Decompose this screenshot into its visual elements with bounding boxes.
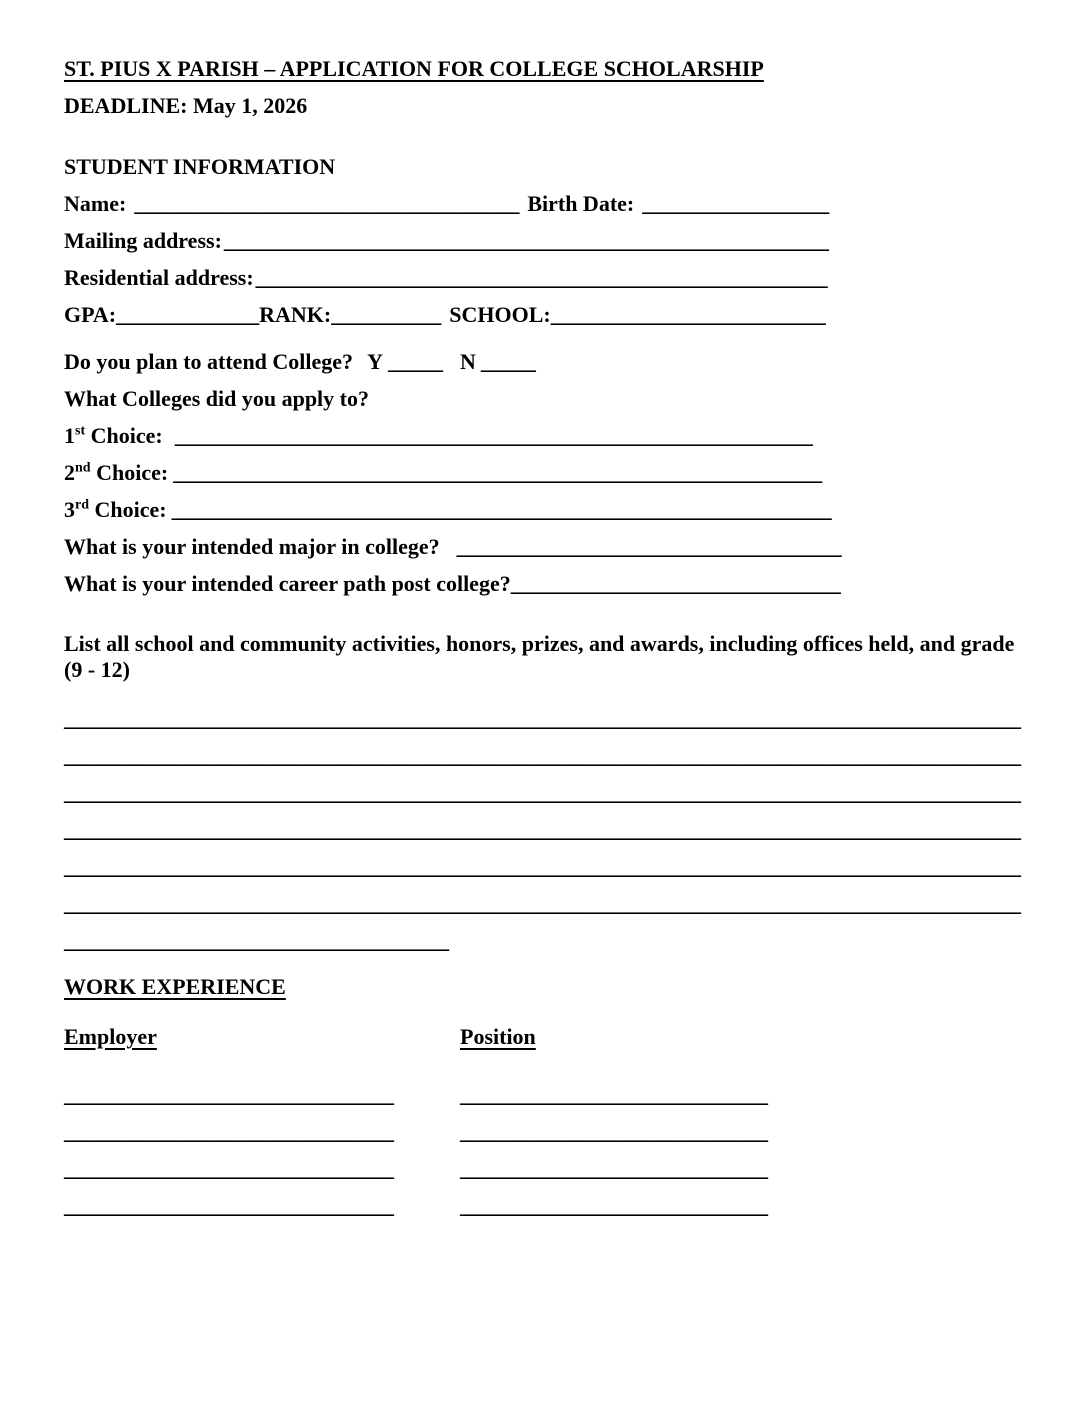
- position-blank-1[interactable]: ____________________________: [460, 1082, 768, 1107]
- attend-college-row: [64, 349, 1024, 375]
- colleges-applied-question: What Colleges did you apply to?: [64, 386, 369, 411]
- third-choice-row: [64, 497, 1024, 523]
- employer-column-header: Employer: [64, 1024, 157, 1049]
- position-blank-4[interactable]: ____________________________: [460, 1193, 768, 1218]
- employer-blank-4[interactable]: ______________________________: [64, 1193, 394, 1218]
- mailing-address-blank[interactable]: _______________________________________________________: [223, 228, 829, 253]
- name-label: Name:: [64, 191, 127, 216]
- residential-address-label: Residential address:: [64, 265, 254, 290]
- activities-line-7-short[interactable]: ___________________________________: [64, 928, 449, 953]
- school-blank[interactable]: _________________________: [550, 302, 826, 327]
- third-choice-label: 3rd Choice:: [64, 497, 167, 522]
- document-body: [64, 56, 1024, 1219]
- no-blank[interactable]: _____: [480, 349, 536, 374]
- work-row-3: [64, 1156, 1024, 1182]
- activities-prompt: List all school and community activities, honors, prizes, and awards, including offices held, and grade (9 - 12): [64, 631, 1015, 682]
- activities-line-5[interactable]: _______________________________________________________________________________________: [64, 854, 1021, 879]
- work-row-1: [64, 1082, 1024, 1108]
- position-blank-3[interactable]: ____________________________: [460, 1156, 768, 1181]
- gpa-rank-school-row: [64, 302, 1024, 328]
- activities-line-4[interactable]: _______________________________________________________________________________________: [64, 817, 1021, 842]
- page-title: ST. PIUS X PARISH – APPLICATION FOR COLLEGE SCHOLARSHIP: [64, 56, 764, 81]
- second-choice-label: 2nd Choice:: [64, 460, 169, 485]
- first-choice-row: [64, 423, 1024, 449]
- name-birthdate-row: [64, 191, 1024, 217]
- career-path-question: What is your intended career path post college?: [64, 571, 511, 596]
- second-choice-blank[interactable]: ___________________________________________________________: [173, 460, 823, 485]
- school-label: SCHOOL:: [449, 302, 551, 327]
- yes-blank[interactable]: _____: [387, 349, 443, 374]
- attend-college-question: Do you plan to attend College?: [64, 349, 354, 374]
- employer-blank-1[interactable]: ______________________________: [64, 1082, 394, 1107]
- work-table-header-row: [64, 1024, 1024, 1050]
- activities-line-2[interactable]: _______________________________________________________________________________________: [64, 743, 1021, 768]
- gpa-label: GPA:: [64, 302, 117, 327]
- employer-blank-2[interactable]: ______________________________: [64, 1119, 394, 1144]
- rank-blank[interactable]: __________: [331, 302, 442, 327]
- residential-address-row: [64, 265, 1024, 291]
- student-information-heading: STUDENT INFORMATION: [64, 154, 336, 179]
- no-label: N: [459, 349, 476, 374]
- intended-major-blank[interactable]: ___________________________________: [456, 534, 842, 559]
- birth-date-blank[interactable]: _________________: [642, 191, 830, 216]
- yes-label: Y: [367, 349, 383, 374]
- mailing-address-label: Mailing address:: [64, 228, 222, 253]
- career-path-blank[interactable]: ______________________________: [510, 571, 841, 596]
- gpa-blank[interactable]: _____________: [116, 302, 260, 327]
- work-row-4: [64, 1193, 1024, 1219]
- first-choice-blank[interactable]: __________________________________________________________: [174, 423, 813, 448]
- career-path-row: [64, 571, 1024, 597]
- intended-major-question: What is your intended major in college?: [64, 534, 440, 559]
- activities-line-1[interactable]: _______________________________________________________________________________________: [64, 706, 1021, 731]
- employer-blank-3[interactable]: ______________________________: [64, 1156, 394, 1181]
- first-choice-label: 1st Choice:: [64, 423, 163, 448]
- birth-date-label: Birth Date:: [527, 191, 635, 216]
- second-choice-row: [64, 460, 1024, 486]
- rank-label: RANK:: [259, 302, 332, 327]
- work-experience-heading: WORK EXPERIENCE: [64, 974, 286, 999]
- third-choice-blank[interactable]: ____________________________________________________________: [171, 497, 832, 522]
- position-column-header: Position: [460, 1024, 536, 1049]
- mailing-address-row: [64, 228, 1024, 254]
- work-row-2: [64, 1119, 1024, 1145]
- position-blank-2[interactable]: ____________________________: [460, 1119, 768, 1144]
- name-blank[interactable]: ___________________________________: [134, 191, 520, 216]
- residential-address-blank[interactable]: ____________________________________________________: [255, 265, 828, 290]
- deadline-text: DEADLINE: May 1, 2026: [64, 93, 308, 118]
- activities-line-3[interactable]: _______________________________________________________________________________________: [64, 780, 1021, 805]
- intended-major-row: [64, 534, 1024, 560]
- activities-line-6[interactable]: _______________________________________________________________________________________: [64, 891, 1021, 916]
